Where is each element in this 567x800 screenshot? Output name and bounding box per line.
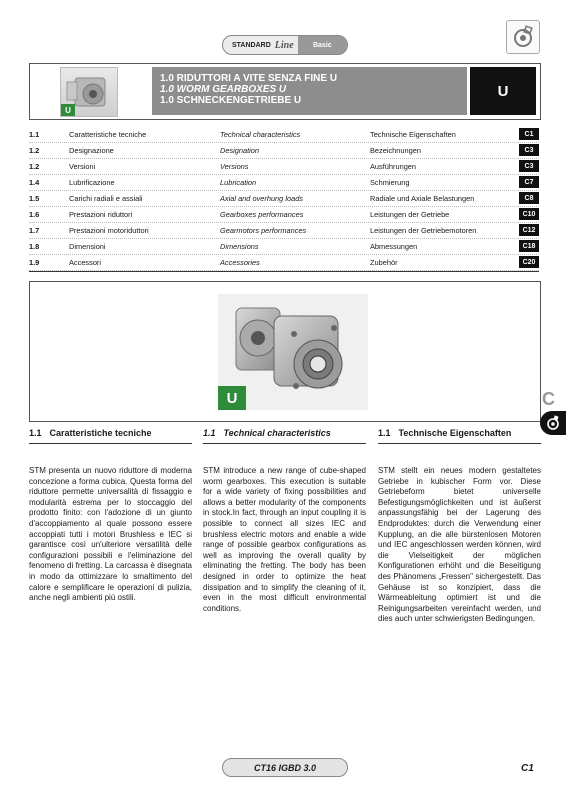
gearbox-photo: [218, 294, 368, 410]
index-english: Axial and overhung loads: [220, 194, 303, 203]
index-english: Gearboxes performances: [220, 210, 304, 219]
index-number: 1.2: [29, 162, 40, 171]
index-number: 1.8: [29, 242, 40, 251]
heading-number: 1.1: [203, 428, 216, 438]
gearbox-thumbnail: [60, 67, 118, 117]
index-number: 1.9: [29, 258, 40, 267]
index-german: Schmierung: [370, 178, 410, 187]
index-english: Gearmotors performances: [220, 226, 307, 235]
heading-text: Technische Eigenschaften: [398, 428, 512, 438]
index-number: 1.1: [29, 130, 40, 139]
index-german: Technische Eigenschaften: [370, 130, 456, 139]
body-german: STM stellt ein neues modern gestaltetes Getriebe in kubischer Form vor. Diese Getriebeform bietet universelle Befestigungsmöglichkeiten und ist äußerst anpassungsfähig bei der Lagerung des Endproduktes: durch die Verwendung einer Kupplung, an die alle bürstenlosen Motoren und IEC angeschlossen werden können, wird die Vielseitigkeit der möglichen Konfigurationen erhöht und die Beseitigung des Phänomens „Fressen" sichergestellt. Das Gehäuse ist so konzipiert, dass die Wärmeableitung optimiert ist und die Reinigungsarbeiten vereinfacht werden, und dies auch unter schwierigsten Bedingungen.: [378, 466, 541, 624]
index-row[interactable]: [29, 175, 539, 191]
thumbnail-u-badge: U: [61, 104, 75, 116]
chapter-letter: C: [542, 389, 555, 409]
index-german: Leistungen der Getriebe: [370, 210, 450, 219]
index-number: 1.4: [29, 178, 40, 187]
index-page: C8: [519, 192, 539, 204]
index-row[interactable]: [29, 255, 539, 271]
index-german: Zubehör: [370, 258, 398, 267]
index-divider: [29, 271, 539, 272]
section-title-block: [29, 63, 541, 120]
index-page: C10: [519, 208, 539, 220]
column-italian: [29, 428, 192, 604]
column-german: [378, 428, 541, 625]
index-english: Technical characteristics: [220, 130, 301, 139]
index-page: C20: [519, 256, 539, 268]
index-italian: Versioni: [69, 162, 96, 171]
index-english: Versions: [220, 162, 249, 171]
title-german: 1.0 SCHNECKENGETRIEBE U: [160, 95, 302, 106]
heading-german: [378, 428, 541, 444]
index-number: 1.6: [29, 210, 40, 219]
index-page: C1: [519, 128, 539, 140]
index-row[interactable]: [29, 159, 539, 175]
heading-english: [203, 428, 366, 444]
index-italian: Prestazioni motoriduttori: [69, 226, 149, 235]
index-italian: Dimensioni: [69, 242, 106, 251]
index-german: Abmessungen: [370, 242, 418, 251]
index-row[interactable]: [29, 239, 539, 255]
page-number: C1: [521, 763, 534, 774]
index-german: Leistungen der Getriebemotoren: [370, 226, 477, 235]
index-english: Lubrication: [220, 178, 257, 187]
index-italian: Designazione: [69, 146, 114, 155]
product-image-frame: [29, 281, 541, 422]
index-number: 1.7: [29, 226, 40, 235]
section-code: U: [470, 67, 536, 115]
index-italian: Accessori: [69, 258, 102, 267]
index-page: C7: [519, 176, 539, 188]
index-english: Designation: [220, 146, 260, 155]
index-german: Bezeichnungen: [370, 146, 421, 155]
heading-text: Technical characteristics: [223, 428, 331, 438]
body-english: STM introduce a new range of cube-shaped worm gearboxes. This execution is suitable for a wide variety of fixing possibilities and allows a better modularity of the components in stock.In fact, through an input coupling it is possible to connect all sizes IEC and brushless electric motors and enable a wide range of possible gearbox configurations as well as improving the overall quality by eliminating the fretting. The body has been designed in order to optimize the heat dissipation and to simplify the cleaning of it, even in the most difficult environmental conditions.: [203, 466, 366, 613]
catalog-footer-badge: CT16 IGBD 3.0: [222, 758, 348, 777]
index-italian: Caratteristiche tecniche: [69, 130, 147, 139]
column-english: [203, 428, 366, 614]
heading-text: Caratteristiche tecniche: [49, 428, 152, 438]
heading-italian: [29, 428, 192, 444]
badge-line-label: Line: [274, 39, 294, 51]
index-italian: Lubrificazione: [69, 178, 115, 187]
gearbox-chapter-icon: [540, 411, 566, 435]
heading-number: 1.1: [29, 428, 42, 438]
index-page: C3: [519, 160, 539, 172]
index-english: Dimensions: [220, 242, 259, 251]
badge-basic-label: Basic: [298, 36, 347, 54]
heading-number: 1.1: [378, 428, 391, 438]
index-english: Accessories: [220, 258, 260, 267]
chapter-side-tab[interactable]: [538, 389, 567, 449]
title-italian: 1.0 RIDUTTORI A VITE SENZA FINE U: [160, 73, 338, 84]
index-italian: Carichi radiali e assiali: [69, 194, 143, 203]
index-page: C18: [519, 240, 539, 252]
index-number: 1.2: [29, 146, 40, 155]
index-page: C3: [519, 144, 539, 156]
badge-standard-label: STANDARD: [232, 41, 271, 49]
index-german: Ausführungen: [370, 162, 417, 171]
index-table: [29, 127, 539, 271]
index-row[interactable]: [29, 191, 539, 207]
body-italian: STM presenta un nuovo riduttore di moderna concezione a forma cubica. Questa forma del riduttore permette universalità di fissaggio e modularità estrema per lo stoccaggio del prodotto finito: con l'adozione di un giunto d'accoppiamento al quale possono essere accoppiati tutti i motori Brushless e IEC si garantisce così un'ulteriore versatilità delle configurazioni possibili e l'eliminazione del fenomeno di fretting. La carcassa è disegnata in modo da ottimizzare lo smaltimento del calore e semplificare le operazioni di pulizia, anche negli ambienti più ostili.: [29, 466, 192, 603]
index-german: Radiale und Axiale Belastungen: [370, 194, 475, 203]
index-number: 1.5: [29, 194, 40, 203]
standard-line-badge: [222, 35, 348, 55]
gearbox-logo-icon: [506, 20, 540, 54]
title-english: 1.0 WORM GEARBOXES U: [160, 84, 287, 95]
title-bar: [152, 67, 467, 115]
index-italian: Prestazioni riduttori: [69, 210, 133, 219]
product-u-badge: U: [218, 386, 246, 410]
index-page: C12: [519, 224, 539, 236]
index-row[interactable]: [29, 207, 539, 223]
index-row[interactable]: [29, 127, 539, 143]
index-row[interactable]: [29, 223, 539, 239]
index-row[interactable]: [29, 143, 539, 159]
